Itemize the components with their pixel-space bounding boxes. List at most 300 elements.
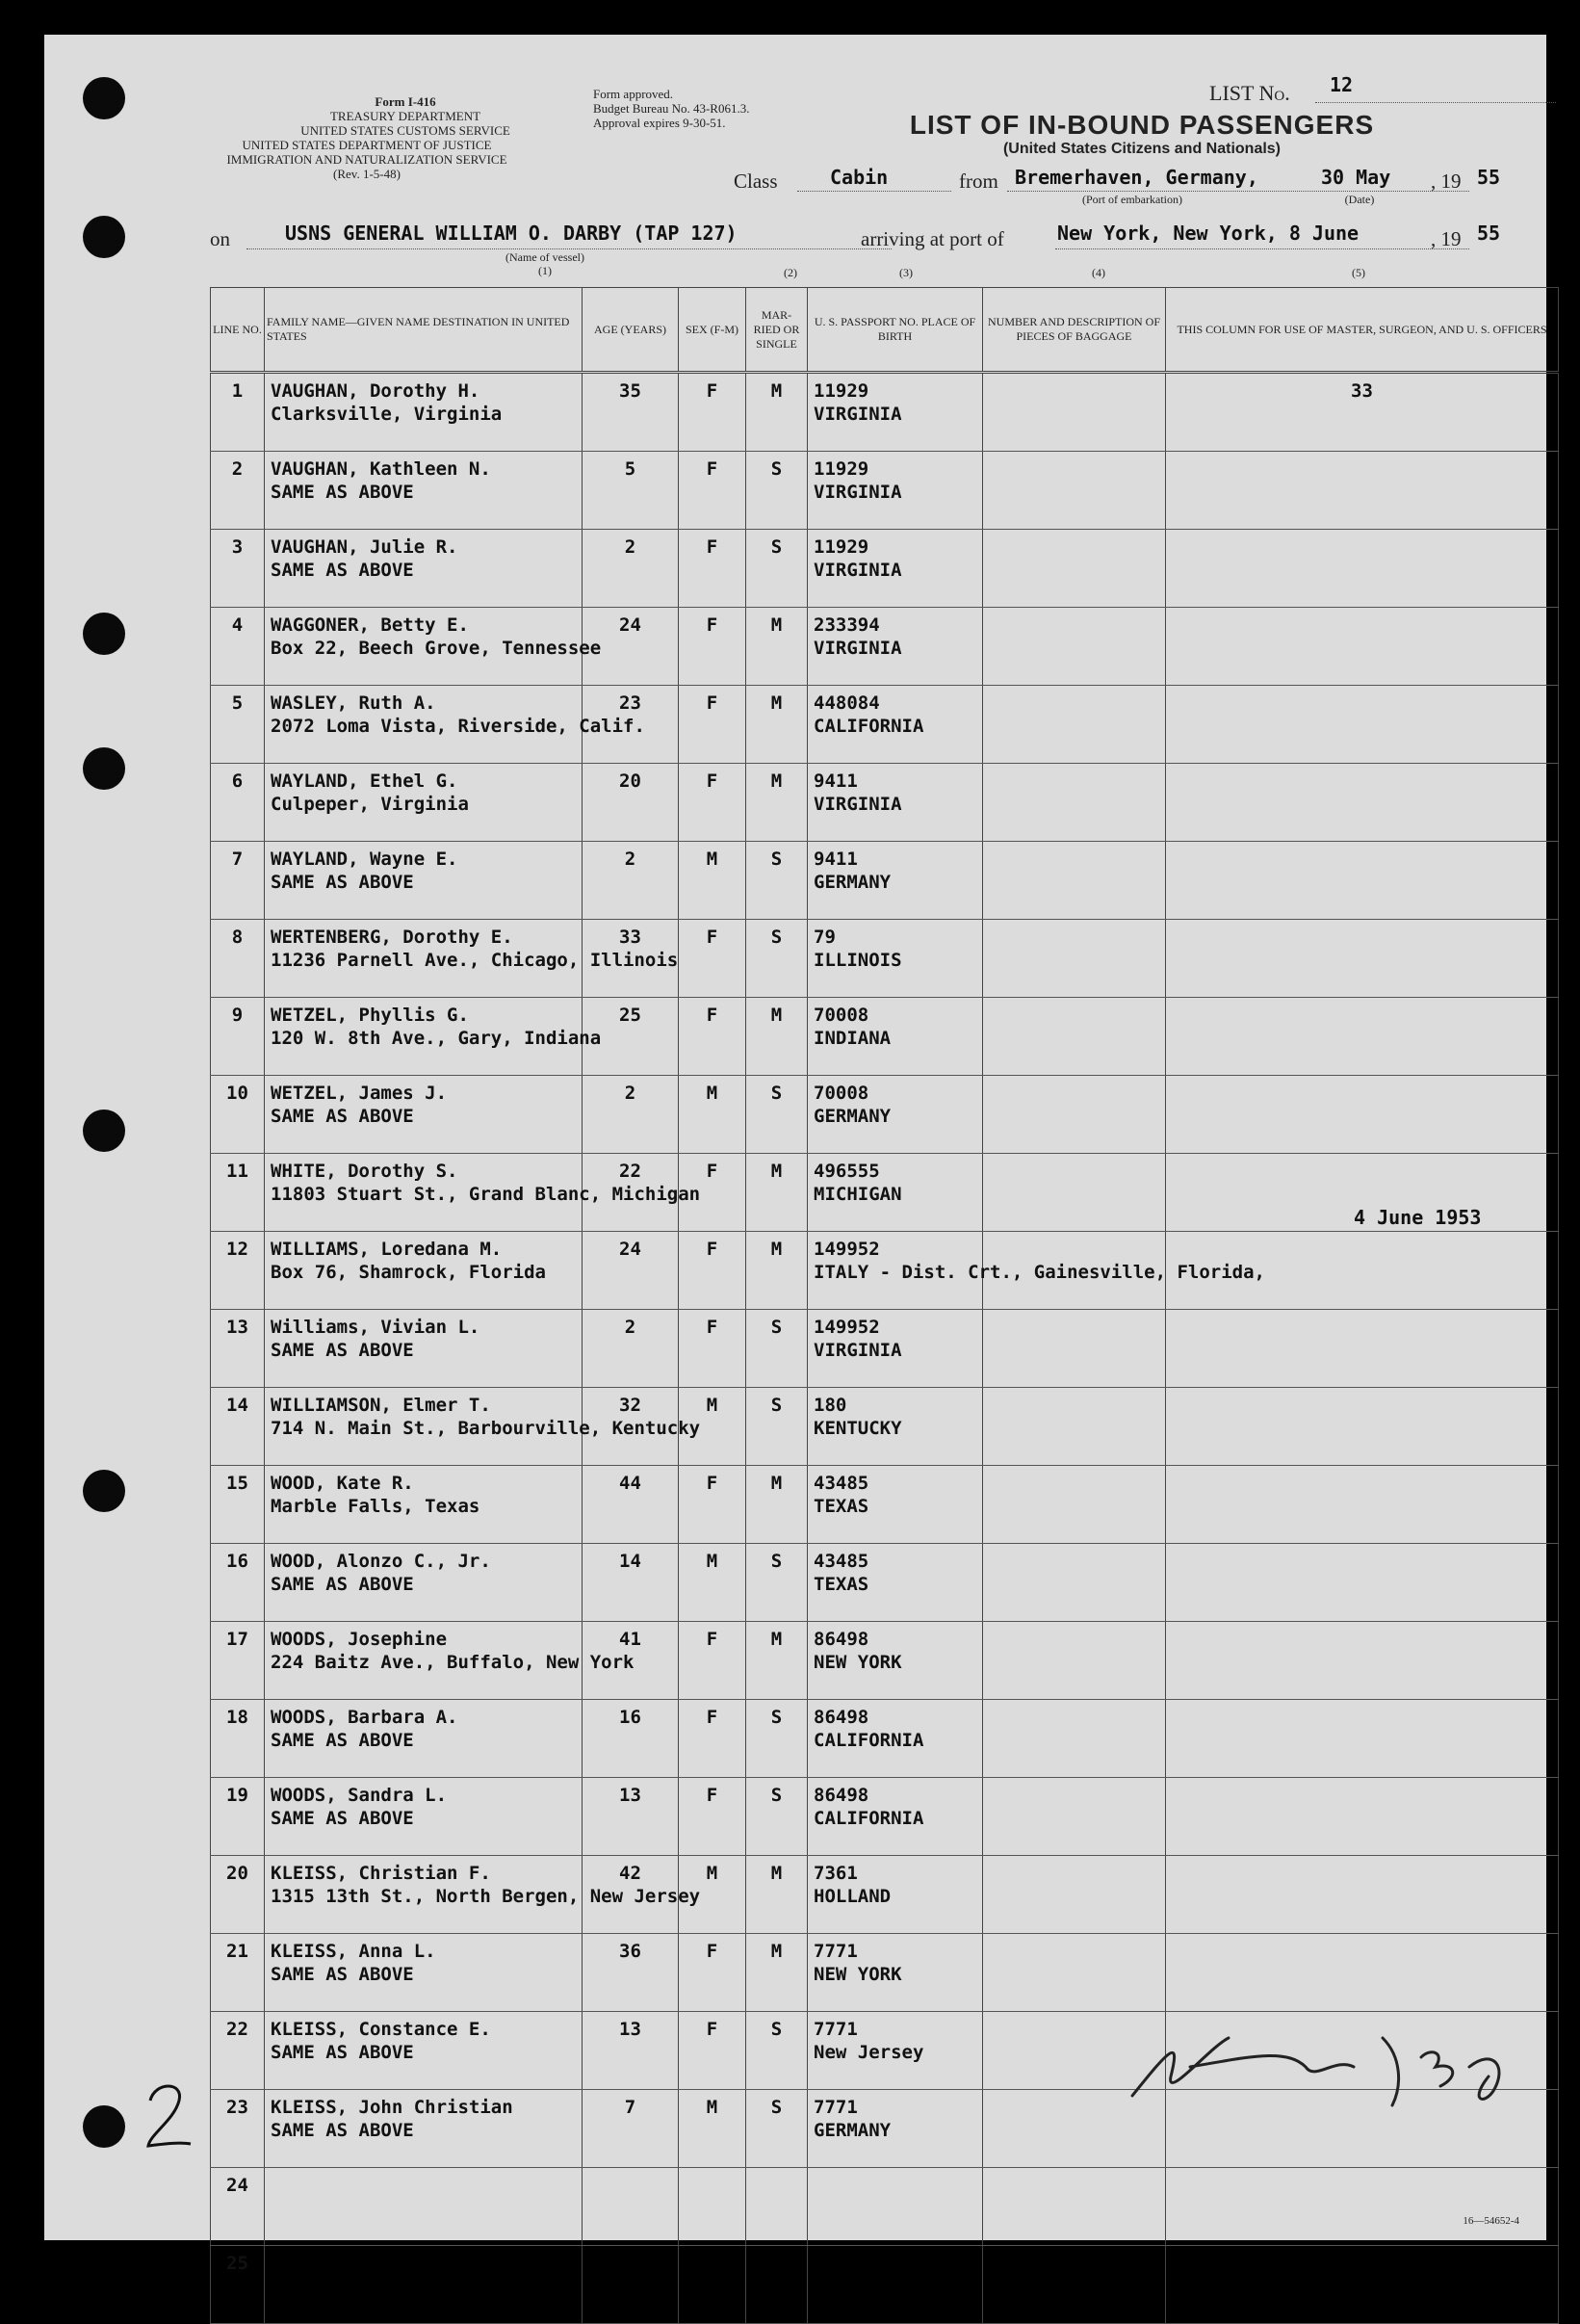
table-row	[211, 1310, 1559, 1388]
passenger-name: VAUGHAN, Julie R.	[271, 536, 458, 558]
line-number-cell	[211, 842, 265, 920]
passenger-name: WILLIAMSON, Elmer T.	[271, 1395, 491, 1416]
vessel-caption: (Name of vessel)	[505, 250, 584, 264]
baggage-cell	[983, 1388, 1166, 1466]
passport-number: 11929	[814, 458, 869, 480]
line-number: 12	[226, 1239, 248, 1260]
name-cell	[265, 2012, 583, 2090]
passport-number: 149952	[814, 1239, 880, 1260]
sex: F	[706, 1629, 718, 1650]
sex: F	[706, 1239, 718, 1260]
col-header-married: MAR-RIED OR SINGLE	[746, 288, 808, 373]
passport-cell	[808, 842, 983, 920]
sex: F	[706, 1707, 718, 1728]
col-header-passport: U. S. PASSPORT NO. PLACE OF BIRTH	[808, 288, 983, 373]
line-number: 19	[226, 1785, 248, 1806]
sex-cell	[679, 1388, 746, 1466]
passenger-name: WETZEL, Phyllis G.	[271, 1005, 469, 1026]
vessel-line	[246, 248, 892, 249]
age-cell	[583, 2012, 679, 2090]
table-row	[211, 764, 1559, 842]
line-number: 22	[226, 2019, 248, 2040]
line-number-cell	[211, 452, 265, 530]
marital-cell	[746, 608, 808, 686]
official-use-cell	[1166, 764, 1559, 842]
line-number: 4	[231, 614, 244, 636]
marital-status: S	[770, 1785, 783, 1806]
age-cell	[583, 2168, 679, 2246]
passport-cell	[808, 1076, 983, 1154]
passport-number: 86498	[814, 1707, 869, 1728]
passenger-name: WERTENBERG, Dorothy E.	[271, 927, 513, 948]
baggage-cell	[983, 608, 1166, 686]
name-cell	[265, 2090, 583, 2168]
age-cell	[583, 1934, 679, 2012]
age: 25	[619, 1005, 641, 1026]
official-use-cell	[1166, 1076, 1559, 1154]
sex-cell	[679, 1310, 746, 1388]
passport-number: 233394	[814, 614, 880, 636]
sex-cell	[679, 2246, 746, 2324]
line-number-cell	[211, 1154, 265, 1232]
age-cell	[583, 373, 679, 452]
on-label: on	[210, 227, 230, 250]
name-cell	[265, 373, 583, 452]
place-of-birth: TEXAS	[814, 1574, 869, 1595]
line-number: 10	[226, 1083, 248, 1104]
age: 13	[619, 2019, 641, 2040]
marital-cell	[746, 1310, 808, 1388]
line-number-cell	[211, 1076, 265, 1154]
line-number-cell	[211, 998, 265, 1076]
margin-mark	[141, 2076, 198, 2154]
destination: 714 N. Main St., Barbourville, Kentucky	[271, 1418, 701, 1439]
sex-cell	[679, 1700, 746, 1778]
table-row	[211, 1544, 1559, 1622]
official-use-cell	[1166, 1388, 1559, 1466]
baggage-cell	[983, 1934, 1166, 2012]
destination: Box 22, Beech Grove, Tennessee	[271, 638, 602, 659]
passenger-name: WOODS, Barbara A.	[271, 1707, 458, 1728]
age: 16	[619, 1707, 641, 1728]
sex: M	[706, 849, 718, 870]
arrival-line	[1055, 248, 1469, 249]
line-number: 5	[231, 692, 244, 714]
name-cell	[265, 842, 583, 920]
agency-header	[208, 94, 526, 181]
from-value: Bremerhaven, Germany,	[1015, 166, 1258, 189]
name-cell	[265, 608, 602, 686]
marital-status: S	[770, 1707, 783, 1728]
age-cell	[583, 686, 679, 764]
sex-cell	[679, 2090, 746, 2168]
col-header-use: THIS COLUMN FOR USE OF MASTER, SURGEON, AND U. S. OFFICERS	[1166, 288, 1559, 373]
table-row	[211, 1232, 1559, 1310]
from-label: from	[959, 170, 998, 193]
punch-hole	[83, 2105, 125, 2148]
sex-cell	[679, 2012, 746, 2090]
passenger-name: WAGGONER, Betty E.	[271, 614, 469, 636]
sex-cell	[679, 764, 746, 842]
sex: F	[706, 927, 718, 948]
place-of-birth: VIRGINIA	[814, 794, 902, 815]
passport-number: 180	[814, 1395, 847, 1416]
marital-cell	[746, 1076, 808, 1154]
passport-cell	[808, 1544, 983, 1622]
age: 14	[619, 1551, 641, 1572]
official-use-cell	[1166, 608, 1559, 686]
passenger-name: KLEISS, Constance E.	[271, 2019, 491, 2040]
marital-cell	[746, 2246, 808, 2324]
treasury-label: TREASURY DEPARTMENT	[329, 109, 481, 123]
date-caption: (Date)	[1344, 193, 1375, 206]
official-use-cell	[1166, 2246, 1559, 2324]
line-number-cell	[211, 2012, 265, 2090]
age-cell	[583, 452, 679, 530]
official-use-cell	[1166, 1544, 1559, 1622]
table-row	[211, 530, 1559, 608]
age-cell	[583, 1388, 679, 1466]
baggage-cell	[983, 530, 1166, 608]
destination: SAME AS ABOVE	[271, 1106, 414, 1127]
passport-cell	[808, 2168, 983, 2246]
sex: F	[706, 1473, 718, 1494]
marital-cell	[746, 764, 808, 842]
marital-cell	[746, 1856, 808, 1934]
punch-hole	[83, 77, 125, 119]
passport-number: 79	[814, 927, 836, 948]
print-code: 16—54652-4	[1463, 2215, 1519, 2227]
age: 2	[624, 536, 636, 558]
marital-status: S	[770, 849, 783, 870]
punch-hole	[83, 747, 125, 790]
marital-status: M	[770, 614, 783, 636]
age: 41	[619, 1629, 641, 1650]
line-number-cell	[211, 373, 265, 452]
line-number: 11	[226, 1161, 248, 1182]
passenger-name: WAYLAND, Ethel G.	[271, 770, 458, 792]
line-number: 24	[226, 2175, 248, 2196]
arrival-value: New York, New York, 8 June	[1057, 222, 1360, 245]
line-number: 25	[226, 2253, 248, 2274]
baggage-cell	[983, 764, 1166, 842]
baggage-cell	[983, 1622, 1166, 1700]
age: 36	[619, 1941, 641, 1962]
baggage-cell	[983, 2168, 1166, 2246]
official-use-cell	[1166, 1232, 1559, 1310]
punch-hole	[83, 216, 125, 258]
age: 23	[619, 692, 641, 714]
customs-label: UNITED STATES CUSTOMS SERVICE	[300, 123, 510, 138]
place-of-birth: MICHIGAN	[814, 1184, 902, 1205]
age: 22	[619, 1161, 641, 1182]
destination: 1315 13th St., North Bergen, New Jersey	[271, 1886, 701, 1907]
place-of-birth: NEW YORK	[814, 1964, 902, 1985]
marital-cell	[746, 1934, 808, 2012]
passport-cell	[808, 1934, 983, 2012]
sex-cell	[679, 1856, 746, 1934]
line-number-cell	[211, 530, 265, 608]
baggage-cell	[983, 1700, 1166, 1778]
age-cell	[583, 1544, 679, 1622]
line-number-cell	[211, 1934, 265, 2012]
age: 2	[624, 1317, 636, 1338]
sex-cell	[679, 842, 746, 920]
official-use-cell	[1166, 1310, 1559, 1388]
passport-cell	[808, 1232, 1265, 1310]
approval-line: Approval expires 9-30-51.	[593, 116, 726, 130]
line-number: 15	[226, 1473, 248, 1494]
table-row	[211, 1856, 1559, 1934]
destination: 2072 Loma Vista, Riverside, Calif.	[271, 716, 645, 737]
destination: Marble Falls, Texas	[271, 1496, 480, 1517]
line-number-cell	[211, 920, 265, 998]
passport-cell	[808, 452, 983, 530]
table-row	[211, 1700, 1559, 1778]
marital-cell	[746, 1154, 808, 1232]
age: 44	[619, 1473, 641, 1494]
approval-line: Form approved.	[593, 87, 674, 101]
marital-status: M	[770, 1941, 783, 1962]
passport-number: 149952	[814, 1317, 880, 1338]
sex-cell	[679, 1232, 746, 1310]
name-cell	[265, 1076, 583, 1154]
sex-cell	[679, 1076, 746, 1154]
sex: F	[706, 2019, 718, 2040]
year-prefix: , 19	[1431, 170, 1462, 193]
age-cell	[583, 608, 679, 686]
marital-cell	[746, 2090, 808, 2168]
age-cell	[583, 1700, 679, 1778]
marital-status: S	[770, 536, 783, 558]
line-number: 20	[226, 1863, 248, 1884]
marital-status: S	[770, 1551, 783, 1572]
col-num-5: (5)	[1352, 266, 1365, 279]
class-line	[797, 191, 951, 192]
place-of-birth: KENTUCKY	[814, 1418, 902, 1439]
marital-cell	[746, 1388, 808, 1466]
passport-number: 86498	[814, 1629, 869, 1650]
table-row	[211, 998, 1559, 1076]
baggage-cell	[983, 1232, 1166, 1310]
table-header-row	[211, 288, 1559, 373]
col-num-3: (3)	[899, 266, 913, 279]
sex: F	[706, 1941, 718, 1962]
name-cell	[265, 1700, 583, 1778]
age-cell	[583, 1154, 679, 1232]
marital-cell	[746, 920, 808, 998]
vessel-col-num: (1)	[538, 264, 552, 277]
line-number: 2	[231, 458, 244, 480]
name-cell	[265, 2168, 583, 2246]
official-use-cell	[1166, 998, 1559, 1076]
line-number-cell	[211, 764, 265, 842]
year-value: 55	[1477, 166, 1501, 189]
passport-cell	[808, 530, 983, 608]
destination: SAME AS ABOVE	[271, 1340, 414, 1361]
page-title: LIST OF IN-BOUND PASSENGERS	[909, 110, 1375, 140]
place-of-birth: GERMANY	[814, 872, 892, 893]
sex: F	[706, 692, 718, 714]
arrival-year-value: 55	[1477, 222, 1501, 245]
sex-cell	[679, 1934, 746, 2012]
place-of-birth: INDIANA	[814, 1028, 892, 1049]
sex-cell	[679, 1154, 746, 1232]
age: 2	[624, 1083, 636, 1104]
passport-number: 7361	[814, 1863, 858, 1884]
official-use-cell	[1166, 1856, 1559, 1934]
form-number: Form I-416	[375, 94, 436, 109]
destination: SAME AS ABOVE	[271, 1808, 414, 1829]
table-row	[211, 1076, 1559, 1154]
passenger-name: WHITE, Dorothy S.	[271, 1161, 458, 1182]
passport-cell	[808, 1310, 983, 1388]
passport-number: 70008	[814, 1005, 869, 1026]
handwritten-signature	[1113, 2009, 1537, 2115]
marital-status: S	[770, 927, 783, 948]
line-number-cell	[211, 1544, 265, 1622]
place-of-birth: CALIFORNIA	[814, 716, 924, 737]
marital-status: S	[770, 1317, 783, 1338]
name-cell	[265, 1466, 583, 1544]
justice-label: UNITED STATES DEPARTMENT OF JUSTICE	[242, 138, 492, 152]
passenger-name: KLEISS, Anna L.	[271, 1941, 436, 1962]
passenger-name: WOOD, Kate R.	[271, 1473, 414, 1494]
place-of-birth: CALIFORNIA	[814, 1730, 924, 1751]
place-of-birth: GERMANY	[814, 2120, 892, 2141]
approval-line: Budget Bureau No. 43-R061.3.	[593, 101, 750, 116]
place-of-birth: VIRGINIA	[814, 1340, 902, 1361]
sex-cell	[679, 2168, 746, 2246]
passport-cell	[808, 2090, 983, 2168]
passenger-name: WAYLAND, Wayne E.	[271, 849, 458, 870]
line-number: 8	[231, 927, 244, 948]
place-of-birth: ILLINOIS	[814, 950, 902, 971]
age-cell	[583, 1466, 679, 1544]
punch-hole	[83, 1110, 125, 1152]
passport-cell	[808, 998, 983, 1076]
age: 24	[619, 1239, 641, 1260]
sex: F	[706, 614, 718, 636]
official-use-cell	[1166, 530, 1559, 608]
name-cell	[265, 1544, 583, 1622]
sex-cell	[679, 608, 746, 686]
sex: F	[706, 458, 718, 480]
marital-status: S	[770, 1395, 783, 1416]
col-header-age: AGE (YEARS)	[583, 288, 679, 373]
marital-cell	[746, 2168, 808, 2246]
name-cell	[265, 1778, 583, 1856]
line-number: 23	[226, 2097, 248, 2118]
port-caption: (Port of embarkation)	[1082, 193, 1182, 206]
baggage-cell	[983, 842, 1166, 920]
passport-number: 86498	[814, 1785, 869, 1806]
col-header-sex: SEX (F-M)	[679, 288, 746, 373]
name-cell	[265, 452, 583, 530]
line-number-cell	[211, 1778, 265, 1856]
line-number: 6	[231, 770, 244, 792]
destination: 11236 Parnell Ave., Chicago, Illinois	[271, 950, 679, 971]
destination: SAME AS ABOVE	[271, 2042, 414, 2063]
passport-number: 496555	[814, 1161, 880, 1182]
line-number: 1	[231, 380, 244, 402]
sex: M	[706, 1863, 718, 1884]
from-line	[1007, 191, 1469, 192]
marital-cell	[746, 530, 808, 608]
marital-status: M	[770, 1473, 783, 1494]
date-value: 30 May	[1321, 166, 1391, 189]
table-row	[211, 686, 1559, 764]
list-no-line	[1315, 102, 1556, 103]
sex-cell	[679, 686, 746, 764]
official-use-cell	[1166, 842, 1559, 920]
sex: F	[706, 1005, 718, 1026]
marital-cell	[746, 1700, 808, 1778]
passport-cell	[808, 1466, 983, 1544]
line-number: 18	[226, 1707, 248, 1728]
passenger-name: VAUGHAN, Kathleen N.	[271, 458, 491, 480]
approval-note	[593, 87, 824, 130]
marital-status: M	[770, 1161, 783, 1182]
table-row	[211, 842, 1559, 920]
marital-status: M	[770, 692, 783, 714]
col-header-baggage: NUMBER AND DESCRIPTION OF PIECES OF BAGGAGE	[983, 288, 1166, 373]
name-cell	[265, 2246, 583, 2324]
class-value: Cabin	[830, 166, 889, 189]
sex-cell	[679, 1544, 746, 1622]
passport-number: 7771	[814, 1941, 858, 1962]
sex: F	[706, 1785, 718, 1806]
marital-cell	[746, 1544, 808, 1622]
vessel-value: USNS GENERAL WILLIAM O. DARBY (TAP 127)	[285, 222, 738, 245]
age-cell	[583, 1310, 679, 1388]
line-number: 16	[226, 1551, 248, 1572]
marital-status: S	[770, 1083, 783, 1104]
place-of-birth: ITALY - Dist. Crt., Gainesville, Florida,	[814, 1262, 1265, 1283]
line-number-cell	[211, 2168, 265, 2246]
passport-number: 43485	[814, 1473, 869, 1494]
arrival-year-prefix: , 19	[1431, 227, 1462, 250]
place-of-birth: GERMANY	[814, 1106, 892, 1127]
baggage-cell	[983, 1778, 1166, 1856]
table-row	[211, 373, 1559, 452]
age: 2	[624, 849, 636, 870]
age: 33	[619, 927, 641, 948]
passport-number: 11929	[814, 536, 869, 558]
passport-cell	[808, 1154, 983, 1232]
marital-cell	[746, 1232, 808, 1310]
baggage-cell	[983, 1466, 1166, 1544]
official-use-value: 33	[1351, 380, 1373, 402]
age: 13	[619, 1785, 641, 1806]
place-of-birth: VIRGINIA	[814, 638, 902, 659]
sex: F	[706, 1161, 718, 1182]
passenger-name: WILLIAMS, Loredana M.	[271, 1239, 503, 1260]
age-cell	[583, 842, 679, 920]
table-row	[211, 1778, 1559, 1856]
revision-label: (Rev. 1-5-48)	[333, 167, 401, 181]
age-cell	[583, 1778, 679, 1856]
line-number-cell	[211, 1622, 265, 1700]
place-of-birth: VIRGINIA	[814, 404, 902, 425]
line-number-cell	[211, 608, 265, 686]
baggage-cell	[983, 920, 1166, 998]
punch-hole	[83, 1470, 125, 1512]
baggage-cell	[983, 1856, 1166, 1934]
passenger-name: KLEISS, Christian F.	[271, 1863, 491, 1884]
marital-cell	[746, 452, 808, 530]
sex-cell	[679, 530, 746, 608]
